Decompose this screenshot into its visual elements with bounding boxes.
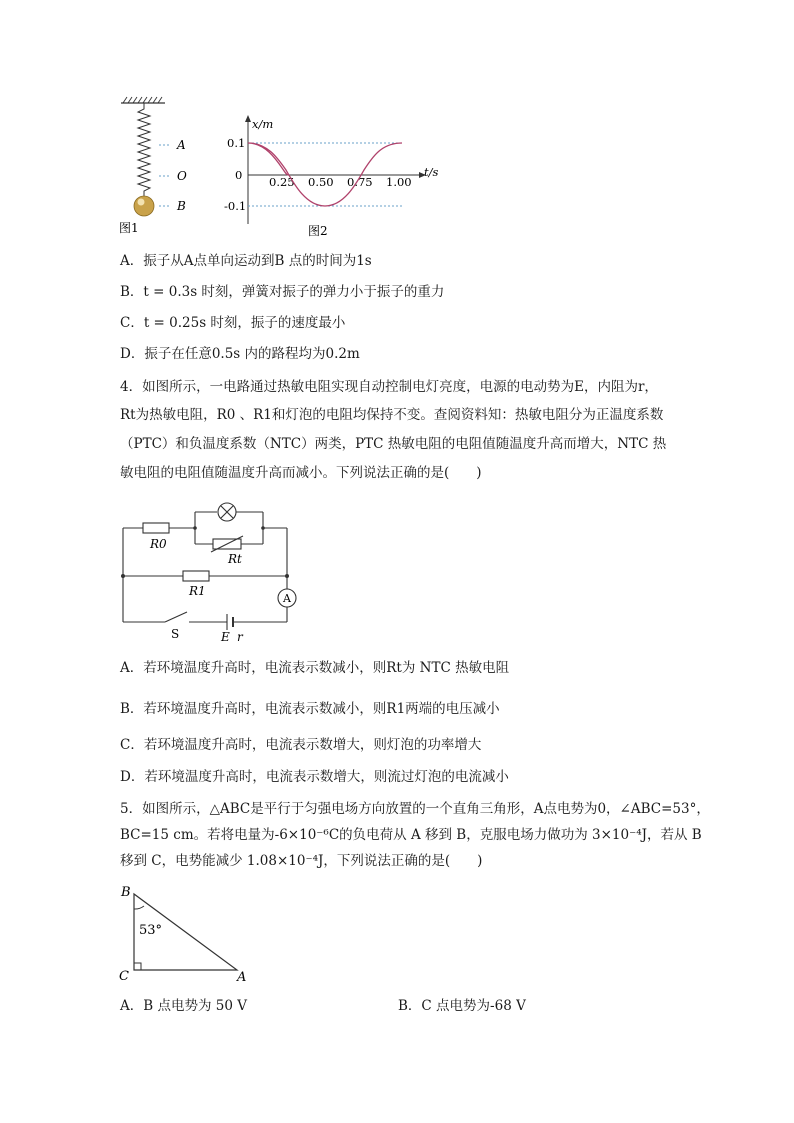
- figure-2-caption: 图2: [308, 224, 328, 238]
- q3-option-a: A．振子从A点单向运动到B 点的时间为1s: [120, 253, 372, 269]
- oscillator-ball: [134, 196, 154, 216]
- label-vertex-b: B: [121, 885, 131, 900]
- resistor-r1: [183, 571, 209, 581]
- x-tick-2: 0.50: [308, 175, 334, 189]
- label-B: B: [177, 199, 186, 213]
- q5-stem-line-3: 移到 C，电势能减少 1.08×10⁻⁴J，下列说法正确的是( ): [120, 853, 483, 869]
- label-rt: Rt: [228, 552, 242, 566]
- label-r0: R0: [150, 537, 167, 551]
- figure-1-spring: [115, 95, 215, 245]
- figure-1-caption: 图1: [119, 221, 139, 235]
- q4-stem-line-2: Rt为热敏电阻，R0 、R1和灯泡的电阻均保持不变。查阅资料知：热敏电阻分为正温度系数: [120, 407, 664, 423]
- switch-s: [165, 612, 187, 622]
- label-angle: 53°: [139, 923, 163, 938]
- q3-option-d: D．振子在任意0.5s 内的路程均为0.2m: [120, 346, 360, 362]
- x-axis-label: t/s: [424, 165, 439, 179]
- label-e: E: [221, 630, 230, 644]
- q4-option-c: C．若环境温度升高时，电流表示数增大，则灯泡的功率增大: [120, 737, 482, 753]
- q5-stem-line-2: BC=15 cm。若将电量为-6×10⁻⁶C的负电荷从 A 移到 B，克服电场力做功为 3×10⁻⁴J，若从 B: [120, 827, 702, 843]
- q5-option-a: A．B 点电势为 50 V: [120, 998, 247, 1014]
- y-tick-top: 0.1: [227, 136, 246, 150]
- q4-stem-line-4: 敏电阻的电阻值随温度升高而减小。下列说法正确的是( ): [120, 465, 482, 481]
- resistor-r0: [143, 523, 169, 533]
- figure-triangle: [115, 882, 265, 990]
- label-vertex-a: A: [237, 970, 247, 985]
- q4-stem-line-3: （PTC）和负温度系数（NTC）两类，PTC 热敏电阻的电阻值随温度升高而增大，NTC 热: [120, 436, 667, 452]
- y-tick-zero: 0: [235, 168, 243, 182]
- label-A: A: [177, 138, 186, 152]
- q3-option-b: B．t = 0.3s 时刻，弹簧对振子的弹力小于振子的重力: [120, 284, 445, 300]
- q4-option-b: B．若环境温度升高时，电流表示数减小，则R1两端的电压减小: [120, 701, 500, 717]
- q5-stem-line-1: 5．如图所示，△ABC是平行于匀强电场方向放置的一个直角三角形，A点电势为0，∠ABC=53°，: [120, 801, 710, 817]
- label-s: S: [171, 627, 180, 641]
- spring: [138, 103, 150, 197]
- label-vertex-c: C: [119, 969, 129, 984]
- x-tick-3: 0.75: [347, 175, 373, 189]
- figure-2-graph: [222, 112, 452, 240]
- q5-option-b: B．C 点电势为-68 V: [398, 998, 526, 1014]
- figure-circuit: [115, 500, 305, 645]
- label-r1: R1: [189, 584, 206, 598]
- y-tick-bottom: -0.1: [224, 199, 247, 213]
- y-axis-label: x/m: [252, 117, 274, 131]
- q4-option-d: D．若环境温度升高时，电流表示数增大，则流过灯泡的电流减小: [120, 769, 509, 785]
- q4-stem-line-1: 4．如图所示，一电路通过热敏电阻实现自动控制电灯亮度，电源的电动势为E，内阻为r，: [120, 379, 658, 395]
- q3-option-c: C．t = 0.25s 时刻，振子的速度最小: [120, 315, 346, 331]
- label-O: O: [177, 169, 187, 183]
- x-tick-1: 0.25: [269, 175, 295, 189]
- label-ammeter: A: [283, 592, 291, 605]
- label-r: r: [237, 630, 243, 644]
- x-tick-4: 1.00: [386, 175, 412, 189]
- q4-option-a: A．若环境温度升高时，电流表示数减小，则Rt为 NTC 热敏电阻: [120, 660, 510, 676]
